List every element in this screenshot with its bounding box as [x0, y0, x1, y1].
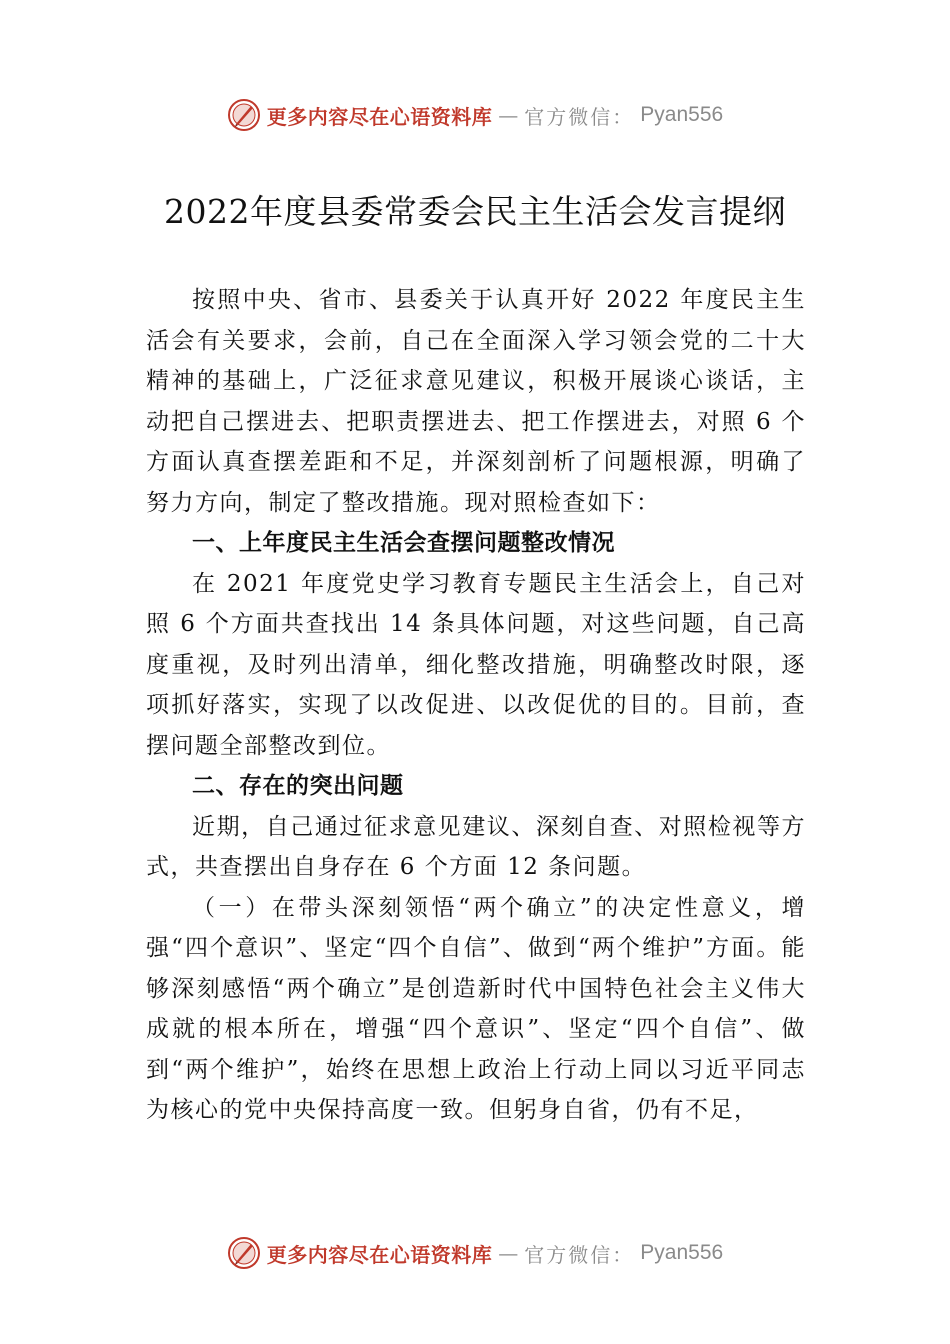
paragraph-problems-summary: 近期，自己通过征求意见建议、深刻自查、对照检视等方式，共查摆出自身存在 6 个方面 12 条问题。 — [146, 813, 806, 880]
paragraph-intro: 按照中央、省市、县委关于认真开好 2022 年度民主生活会有关要求，会前，自己在全面深入学习领会党的二十大精神的基础上，广泛征求意见建议，积极开展谈心谈话，主动把自己摆进去、把职责摆进去、把工作摆进去，对照 6 个方面认真查摆差距和不足，并深刻剖析了问题根源，明确了努力方向，制定了整改措施。现对照检查如下： — [146, 287, 806, 516]
document-body — [146, 280, 806, 1131]
paragraph-item-1: （一）在带头深刻领悟“两个确立”的决定性意义，增强“四个意识”、坚定“四个自信”、做到“两个维护”方面。能够深刻感悟“两个确立”是创造新时代中国特色社会主义伟大成就的根本所在，增强“四个意识”、坚定“四个自信”、做到“两个维护”，始终在思想上政治上行动上同以习近平同志为核心的党中央保持高度一致。但躬身自省，仍有不足， — [146, 894, 806, 1123]
section-heading-1: 一、上年度民主生活会查摆问题整改情况 — [192, 530, 615, 556]
quill-logo-icon — [227, 98, 261, 132]
watermark-label: 官方微信： — [524, 1242, 635, 1267]
watermark-label: 官方微信： — [524, 104, 635, 129]
watermark-wechat-id: Pyan556 — [640, 1241, 724, 1264]
watermark-wechat-id: Pyan556 — [640, 103, 724, 126]
watermark-separator: — — [498, 1241, 519, 1265]
footer-watermark — [0, 1233, 950, 1273]
section-heading-2: 二、存在的突出问题 — [192, 773, 404, 799]
watermark-brand: 更多内容尽在心语资料库 — [266, 1242, 493, 1267]
document-title: 2022年度县委常委会民主生活会发言提纲 — [164, 192, 786, 231]
paragraph-rectification: 在 2021 年度党史学习教育专题民主生活会上，自己对照 6 个方面共查找出 14 条具体问题，对这些问题，自己高度重视，及时列出清单，细化整改措施，明确整改时限，逐项抓好落实，实现了以改促进、以改促优的目的。目前，查摆问题全部整改到位。 — [146, 570, 806, 759]
header-watermark — [0, 95, 950, 135]
watermark-separator: — — [498, 103, 519, 127]
watermark-brand: 更多内容尽在心语资料库 — [266, 104, 493, 129]
quill-logo-icon — [227, 1236, 261, 1270]
